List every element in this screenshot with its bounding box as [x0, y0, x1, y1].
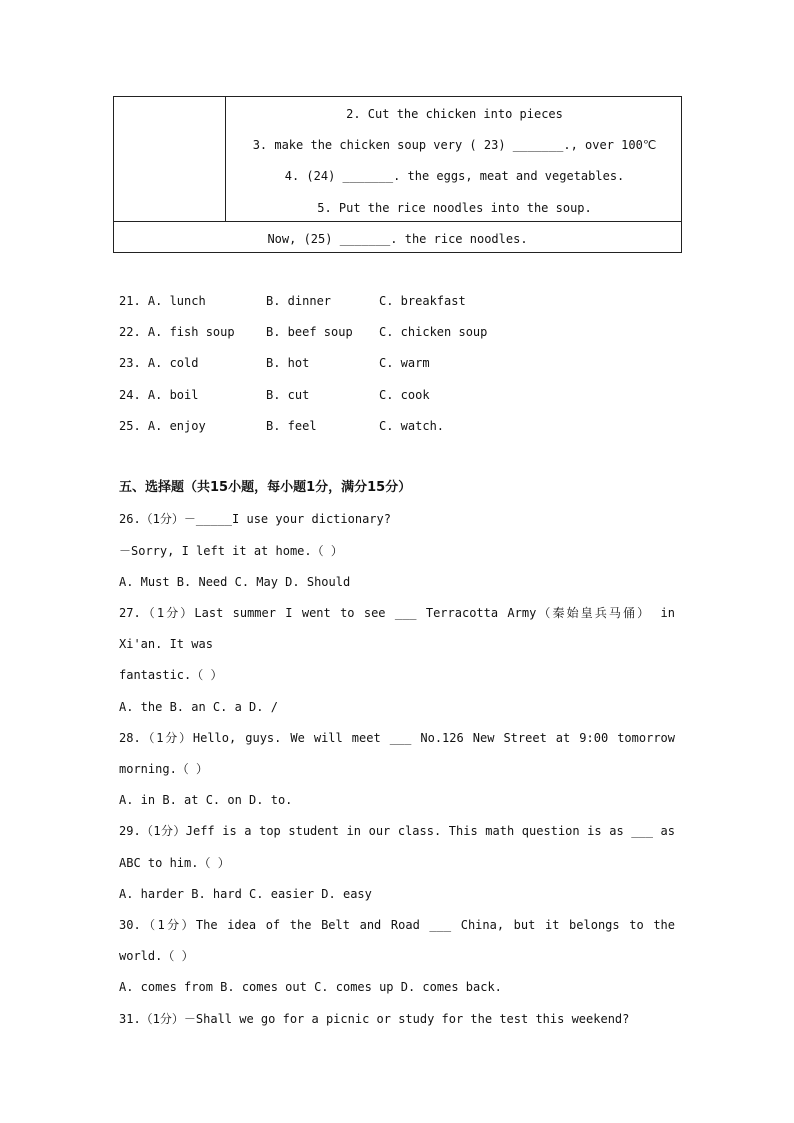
q27-stem: 27.（1分）Last summer I went to see ___ Terracotta Army（秦始皇兵马俑） in — [119, 606, 675, 620]
q23-option-c: C. warm — [379, 356, 430, 370]
q28-stem-cont: morning.（ ） — [119, 762, 209, 776]
q26-reply: －Sorry, I left it at home.（ ） — [119, 544, 343, 558]
section-title: 五、选择题（共15小题，每小题1分，满分15分） — [119, 480, 412, 495]
table-left-cell — [114, 97, 226, 222]
q30-options: A. comes from B. comes out C. comes up D. comes back. — [119, 980, 502, 994]
q22-option-a: 22. A. fish soup — [119, 325, 235, 339]
q27-stem-cont: Xi'an. It was — [119, 637, 213, 651]
table-footer: Now, (25) _______. the rice noodles. — [267, 232, 528, 246]
table-divider — [114, 221, 681, 222]
q27-stem-end: fantastic.（ ） — [119, 668, 223, 682]
q23-option-b: B. hot — [266, 356, 310, 370]
q21-option-b: B. dinner — [266, 294, 332, 308]
table-step-2: 2. Cut the chicken into pieces — [346, 107, 563, 121]
q25-option-a: 25. A. enjoy — [119, 419, 206, 433]
q28-options: A. in B. at C. on D. to. — [119, 793, 293, 807]
q25-option-b: B. feel — [266, 419, 317, 433]
q31-stem: 31.（1分）－Shall we go for a picnic or study for the test this weekend? — [119, 1012, 630, 1026]
q28-stem: 28.（1分）Hello, guys. We will meet ___ No.126 New Street at 9:00 tomorrow — [119, 731, 675, 745]
q22-option-b: B. beef soup — [266, 325, 353, 339]
q23-option-a: 23. A. cold — [119, 356, 199, 370]
q30-stem: 30.（1分）The idea of the Belt and Road ___ China, but it belongs to the — [119, 918, 675, 932]
table-step-3: 3. make the chicken soup very ( 23) _______., over 100℃ — [252, 138, 657, 152]
q24-option-c: C. cook — [379, 388, 430, 402]
q25-option-c: C. watch. — [379, 419, 445, 433]
q29-stem-cont: ABC to him.（ ） — [119, 856, 230, 870]
q24-option-a: 24. A. boil — [119, 388, 199, 402]
q21-option-a: 21. A. lunch — [119, 294, 206, 308]
q29-stem: 29.（1分）Jeff is a top student in our class. This math question is as ___ as — [119, 824, 675, 838]
recipe-table — [113, 96, 682, 253]
q27-options: A. the B. an C. a D. / — [119, 700, 278, 714]
q22-option-c: C. chicken soup — [379, 325, 488, 339]
q29-options: A. harder B. hard C. easier D. easy — [119, 887, 372, 901]
q26-options: A. Must B. Need C. May D. Should — [119, 575, 351, 589]
table-step-4: 4. (24) _______. the eggs, meat and vegetables. — [284, 169, 625, 183]
q21-option-c: C. breakfast — [379, 294, 466, 308]
q26-stem: 26.（1分）－_____I use your dictionary? — [119, 512, 391, 526]
q24-option-b: B. cut — [266, 388, 310, 402]
table-step-5: 5. Put the rice noodles into the soup. — [317, 201, 592, 215]
q30-stem-cont: world.（ ） — [119, 949, 194, 963]
